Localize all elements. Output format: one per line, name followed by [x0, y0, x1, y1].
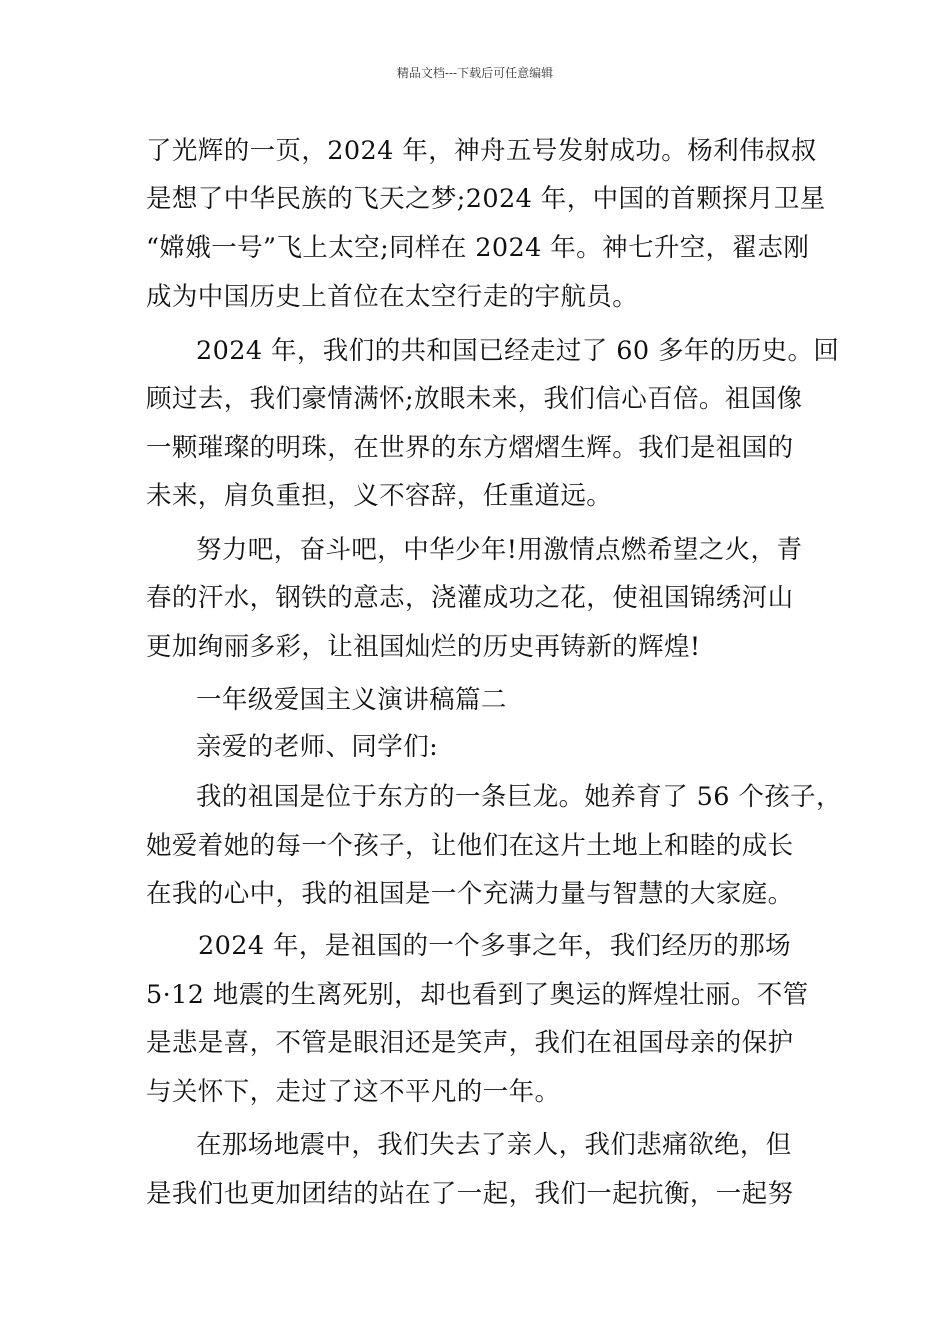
text-line: 春的汗水，钢铁的意志，浇灌成功之花，使祖国锦绣河山 [146, 583, 794, 613]
page-header: 精品文档---下载后可任意编辑 [396, 66, 554, 80]
text-line: 在我的心中，我的祖国是一个充满力量与智慧的大家庭。 [146, 879, 794, 909]
text-line: 成为中国历史上首位在太空行走的宇航员。 [146, 282, 639, 312]
text-line: 她爱着她的每一个孩子，让他们在这片土地上和睦的成长 [146, 831, 794, 861]
text-line: 5·12 地震的生离死别，却也看到了奥运的辉煌壮丽。不管 [146, 980, 809, 1010]
text-line: “嫦娥一号”飞上太空;同样在 2024 年。神七升空，翟志刚 [146, 233, 810, 263]
text-line: 了光辉的一页，2024 年，神舟五号发射成功。杨利伟叔叔 [146, 136, 817, 166]
section-heading: 一年级爱国主义演讲稿篇二 [196, 685, 507, 715]
text-line: 是我们也更加团结的站在了一起，我们一起抗衡，一起努 [146, 1179, 794, 1209]
text-line: 2024 年，我们的共和国已经走过了 60 多年的历史。回 [196, 336, 840, 366]
text-line: 是想了中华民族的飞天之梦;2024 年，中国的首颗探月卫星 [146, 184, 826, 214]
text-line: 2024 年，是祖国的一个多事之年，我们经历的那场 [198, 931, 792, 961]
text-line: 更加绚丽多彩，让祖国灿烂的历史再铸新的辉煌! [146, 632, 701, 662]
text-line: 是悲是喜，不管是眼泪还是笑声，我们在祖国母亲的保护 [146, 1028, 794, 1058]
text-line: 在那场地震中，我们失去了亲人，我们悲痛欲绝，但 [196, 1130, 792, 1160]
salutation: 亲爱的老师、同学们: [196, 732, 439, 762]
text-line: 未来，肩负重担，义不容辞，任重道远。 [146, 481, 613, 511]
text-line: 与关怀下，走过了这不平凡的一年。 [146, 1077, 561, 1107]
text-line: 我的祖国是位于东方的一条巨龙。她养育了 56 个孩子， [196, 782, 842, 812]
text-line: 一颗璀璨的明珠，在世界的东方熠熠生辉。我们是祖国的 [146, 433, 794, 463]
text-line: 顾过去，我们豪情满怀;放眼未来，我们信心百倍。祖国像 [146, 384, 803, 414]
text-line: 努力吧，奋斗吧，中华少年!用激情点燃希望之火，青 [196, 535, 803, 565]
